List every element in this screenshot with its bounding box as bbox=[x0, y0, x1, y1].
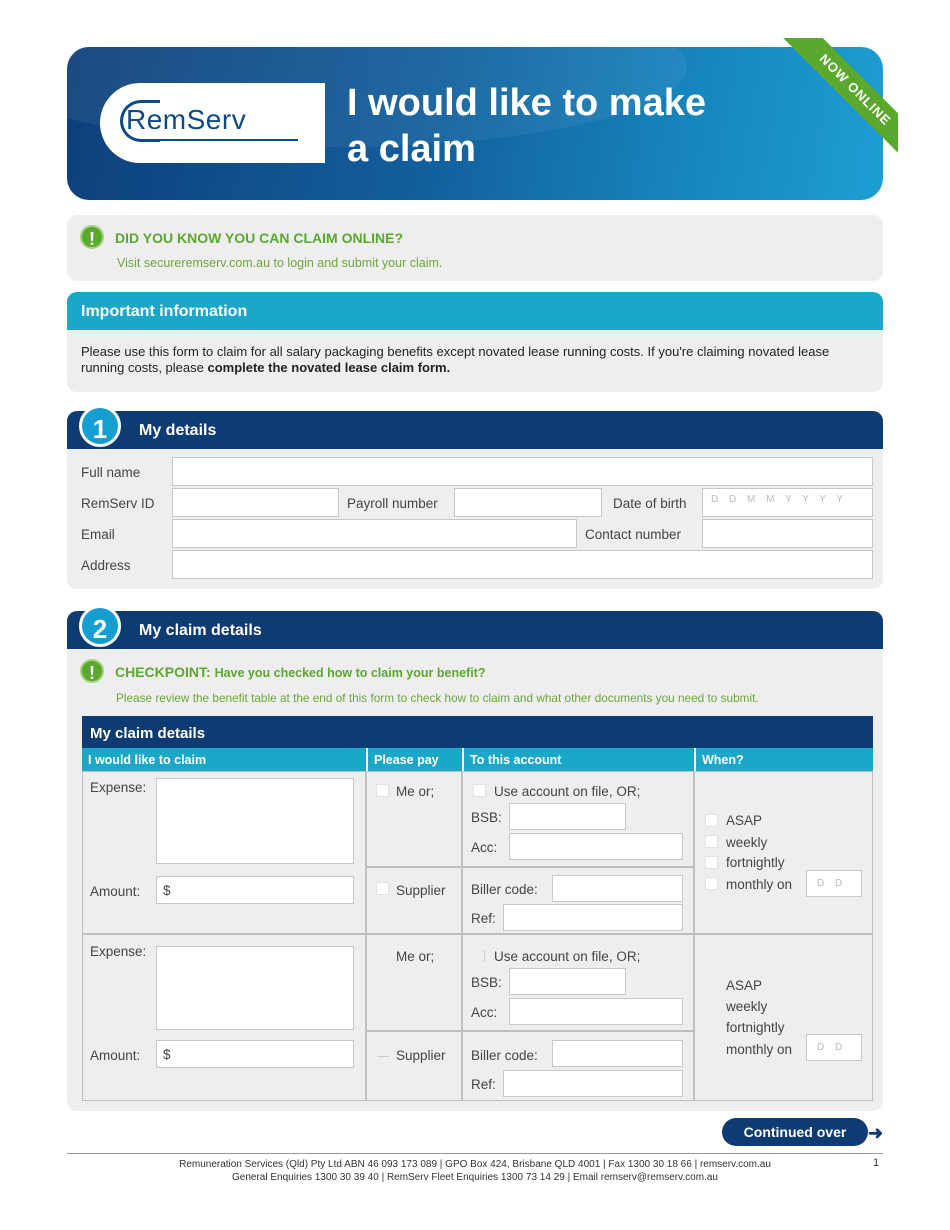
important-info-body: Please use this form to claim for all salary packaging benefits except novated lease running costs. If you're claiming novated lease running costs, please complete the novated lease claim form. bbox=[67, 330, 883, 392]
fortnightly-label: fortnightly bbox=[726, 1020, 785, 1035]
use-account-label: Use account on file, OR; bbox=[494, 949, 641, 964]
exclamation-icon: ! bbox=[80, 659, 104, 683]
monthly-label: monthly on bbox=[726, 877, 793, 892]
acc-label: Acc: bbox=[471, 840, 498, 855]
supplier-checkbox[interactable] bbox=[376, 882, 389, 895]
exclamation-icon: ! bbox=[80, 225, 104, 249]
col-please-pay: Please pay bbox=[366, 748, 462, 771]
me-or-label: Me or; bbox=[396, 784, 435, 799]
amount-input[interactable]: $ bbox=[156, 1040, 354, 1068]
acc-input[interactable] bbox=[509, 833, 683, 860]
when-cell bbox=[694, 934, 873, 1101]
monthly-label: monthly on bbox=[726, 1042, 793, 1057]
asap-checkbox[interactable] bbox=[705, 814, 718, 827]
bsb-label: BSB: bbox=[471, 975, 502, 990]
footer-line-2: General Enquiries 1300 30 39 40 | RemServ Fleet Enquiries 1300 73 14 29 | Email remserv@remserv.com.au bbox=[232, 1172, 718, 1183]
supplier-checkbox[interactable] bbox=[377, 1056, 389, 1057]
notice-heading: DID YOU KNOW YOU CAN CLAIM ONLINE? bbox=[115, 230, 404, 246]
payroll-number-input[interactable] bbox=[454, 488, 602, 517]
asap-label: ASAP bbox=[726, 813, 763, 828]
email-input[interactable] bbox=[172, 519, 577, 548]
footer-divider bbox=[67, 1153, 883, 1154]
now-online-ribbon: NOW ONLINE bbox=[770, 38, 898, 166]
online-claim-notice bbox=[67, 215, 883, 281]
monthly-checkbox[interactable] bbox=[705, 877, 718, 890]
section-title: My claim details bbox=[139, 622, 262, 639]
amount-label: Amount: bbox=[90, 1048, 141, 1063]
biller-code-label: Biller code: bbox=[471, 1048, 538, 1063]
fortnightly-label: fortnightly bbox=[726, 855, 785, 870]
col-claim: I would like to claim bbox=[82, 748, 366, 771]
col-account: To this account bbox=[462, 748, 694, 771]
address-label: Address bbox=[81, 558, 131, 573]
notice-text: Visit secureremserv.com.au to login and submit your claim. bbox=[117, 256, 443, 270]
novated-lease-link[interactable]: complete the novated lease claim form. bbox=[207, 360, 451, 375]
section-title: My details bbox=[139, 422, 217, 439]
full-name-label: Full name bbox=[81, 465, 141, 480]
checkpoint-heading: CHECKPOINT: Have you checked how to claim your benefit? bbox=[115, 664, 486, 680]
expense-label: Expense: bbox=[90, 944, 147, 959]
col-when: When? bbox=[694, 748, 873, 771]
acc-input[interactable] bbox=[509, 998, 683, 1025]
ref-input[interactable] bbox=[503, 1070, 683, 1097]
section-2-header bbox=[67, 611, 883, 649]
bsb-label: BSB: bbox=[471, 810, 502, 825]
expense-input[interactable] bbox=[156, 778, 354, 864]
biller-code-input[interactable] bbox=[552, 875, 683, 902]
section-1-header bbox=[67, 411, 883, 449]
use-account-checkbox[interactable] bbox=[484, 950, 485, 962]
page-title: I would like to make a claim bbox=[347, 82, 706, 170]
pay-cell bbox=[366, 867, 462, 934]
section-number: 2 bbox=[79, 605, 121, 647]
me-or-label: Me or; bbox=[396, 949, 435, 964]
date-of-birth-input[interactable]: D D M M Y Y Y Y bbox=[702, 488, 873, 517]
email-label: Email bbox=[81, 527, 115, 542]
important-info-heading: Important information bbox=[67, 292, 883, 330]
pay-cell bbox=[366, 1031, 462, 1101]
bsb-input[interactable] bbox=[509, 968, 626, 995]
section-number: 1 bbox=[79, 405, 121, 447]
claim-table-title: My claim details bbox=[82, 716, 873, 748]
biller-code-input[interactable] bbox=[552, 1040, 683, 1067]
asap-label: ASAP bbox=[726, 978, 763, 993]
ref-input[interactable] bbox=[503, 904, 683, 931]
weekly-label: weekly bbox=[726, 835, 768, 850]
acc-label: Acc: bbox=[471, 1005, 498, 1020]
logo: RemServ bbox=[126, 104, 247, 135]
remserv-id-input[interactable] bbox=[172, 488, 339, 517]
monthly-day-input[interactable]: D D bbox=[806, 870, 862, 897]
monthly-day-input[interactable]: D D bbox=[806, 1034, 862, 1061]
contact-number-label: Contact number bbox=[585, 527, 682, 542]
payroll-number-label: Payroll number bbox=[347, 496, 438, 511]
footer-line-1: Remuneration Services (Qld) Pty Ltd ABN 46 093 173 089 | GPO Box 424, Brisbane QLD 4001 | Fax 1300 30 18 66 | remserv.com.au bbox=[179, 1159, 771, 1170]
weekly-checkbox[interactable] bbox=[705, 835, 718, 848]
when-cell bbox=[694, 771, 873, 934]
expense-label: Expense: bbox=[90, 780, 147, 795]
full-name-input[interactable] bbox=[172, 457, 873, 486]
supplier-label: Supplier bbox=[396, 883, 446, 898]
use-account-checkbox[interactable] bbox=[473, 784, 486, 797]
amount-label: Amount: bbox=[90, 884, 141, 899]
continued-over-button[interactable]: Continued over bbox=[722, 1118, 868, 1146]
arrow-right-icon: ➜ bbox=[868, 1123, 884, 1143]
biller-code-label: Biller code: bbox=[471, 882, 538, 897]
logo-underline bbox=[148, 139, 298, 141]
supplier-label: Supplier bbox=[396, 1048, 446, 1063]
ref-label: Ref: bbox=[471, 911, 496, 926]
ref-label: Ref: bbox=[471, 1077, 496, 1092]
me-checkbox[interactable] bbox=[376, 784, 389, 797]
use-account-label: Use account on file, OR; bbox=[494, 784, 641, 799]
address-input[interactable] bbox=[172, 550, 873, 579]
checkpoint-text: Please review the benefit table at the end of this form to check how to claim and what other documents you need to submit. bbox=[116, 691, 759, 705]
fortnightly-checkbox[interactable] bbox=[705, 856, 718, 869]
page-number: 1 bbox=[873, 1157, 880, 1169]
amount-input[interactable]: $ bbox=[156, 876, 354, 904]
remserv-id-label: RemServ ID bbox=[81, 496, 155, 511]
contact-number-input[interactable] bbox=[702, 519, 873, 548]
weekly-label: weekly bbox=[726, 999, 768, 1014]
bsb-input[interactable] bbox=[509, 803, 626, 830]
expense-input[interactable] bbox=[156, 946, 354, 1030]
date-of-birth-label: Date of birth bbox=[613, 496, 687, 511]
